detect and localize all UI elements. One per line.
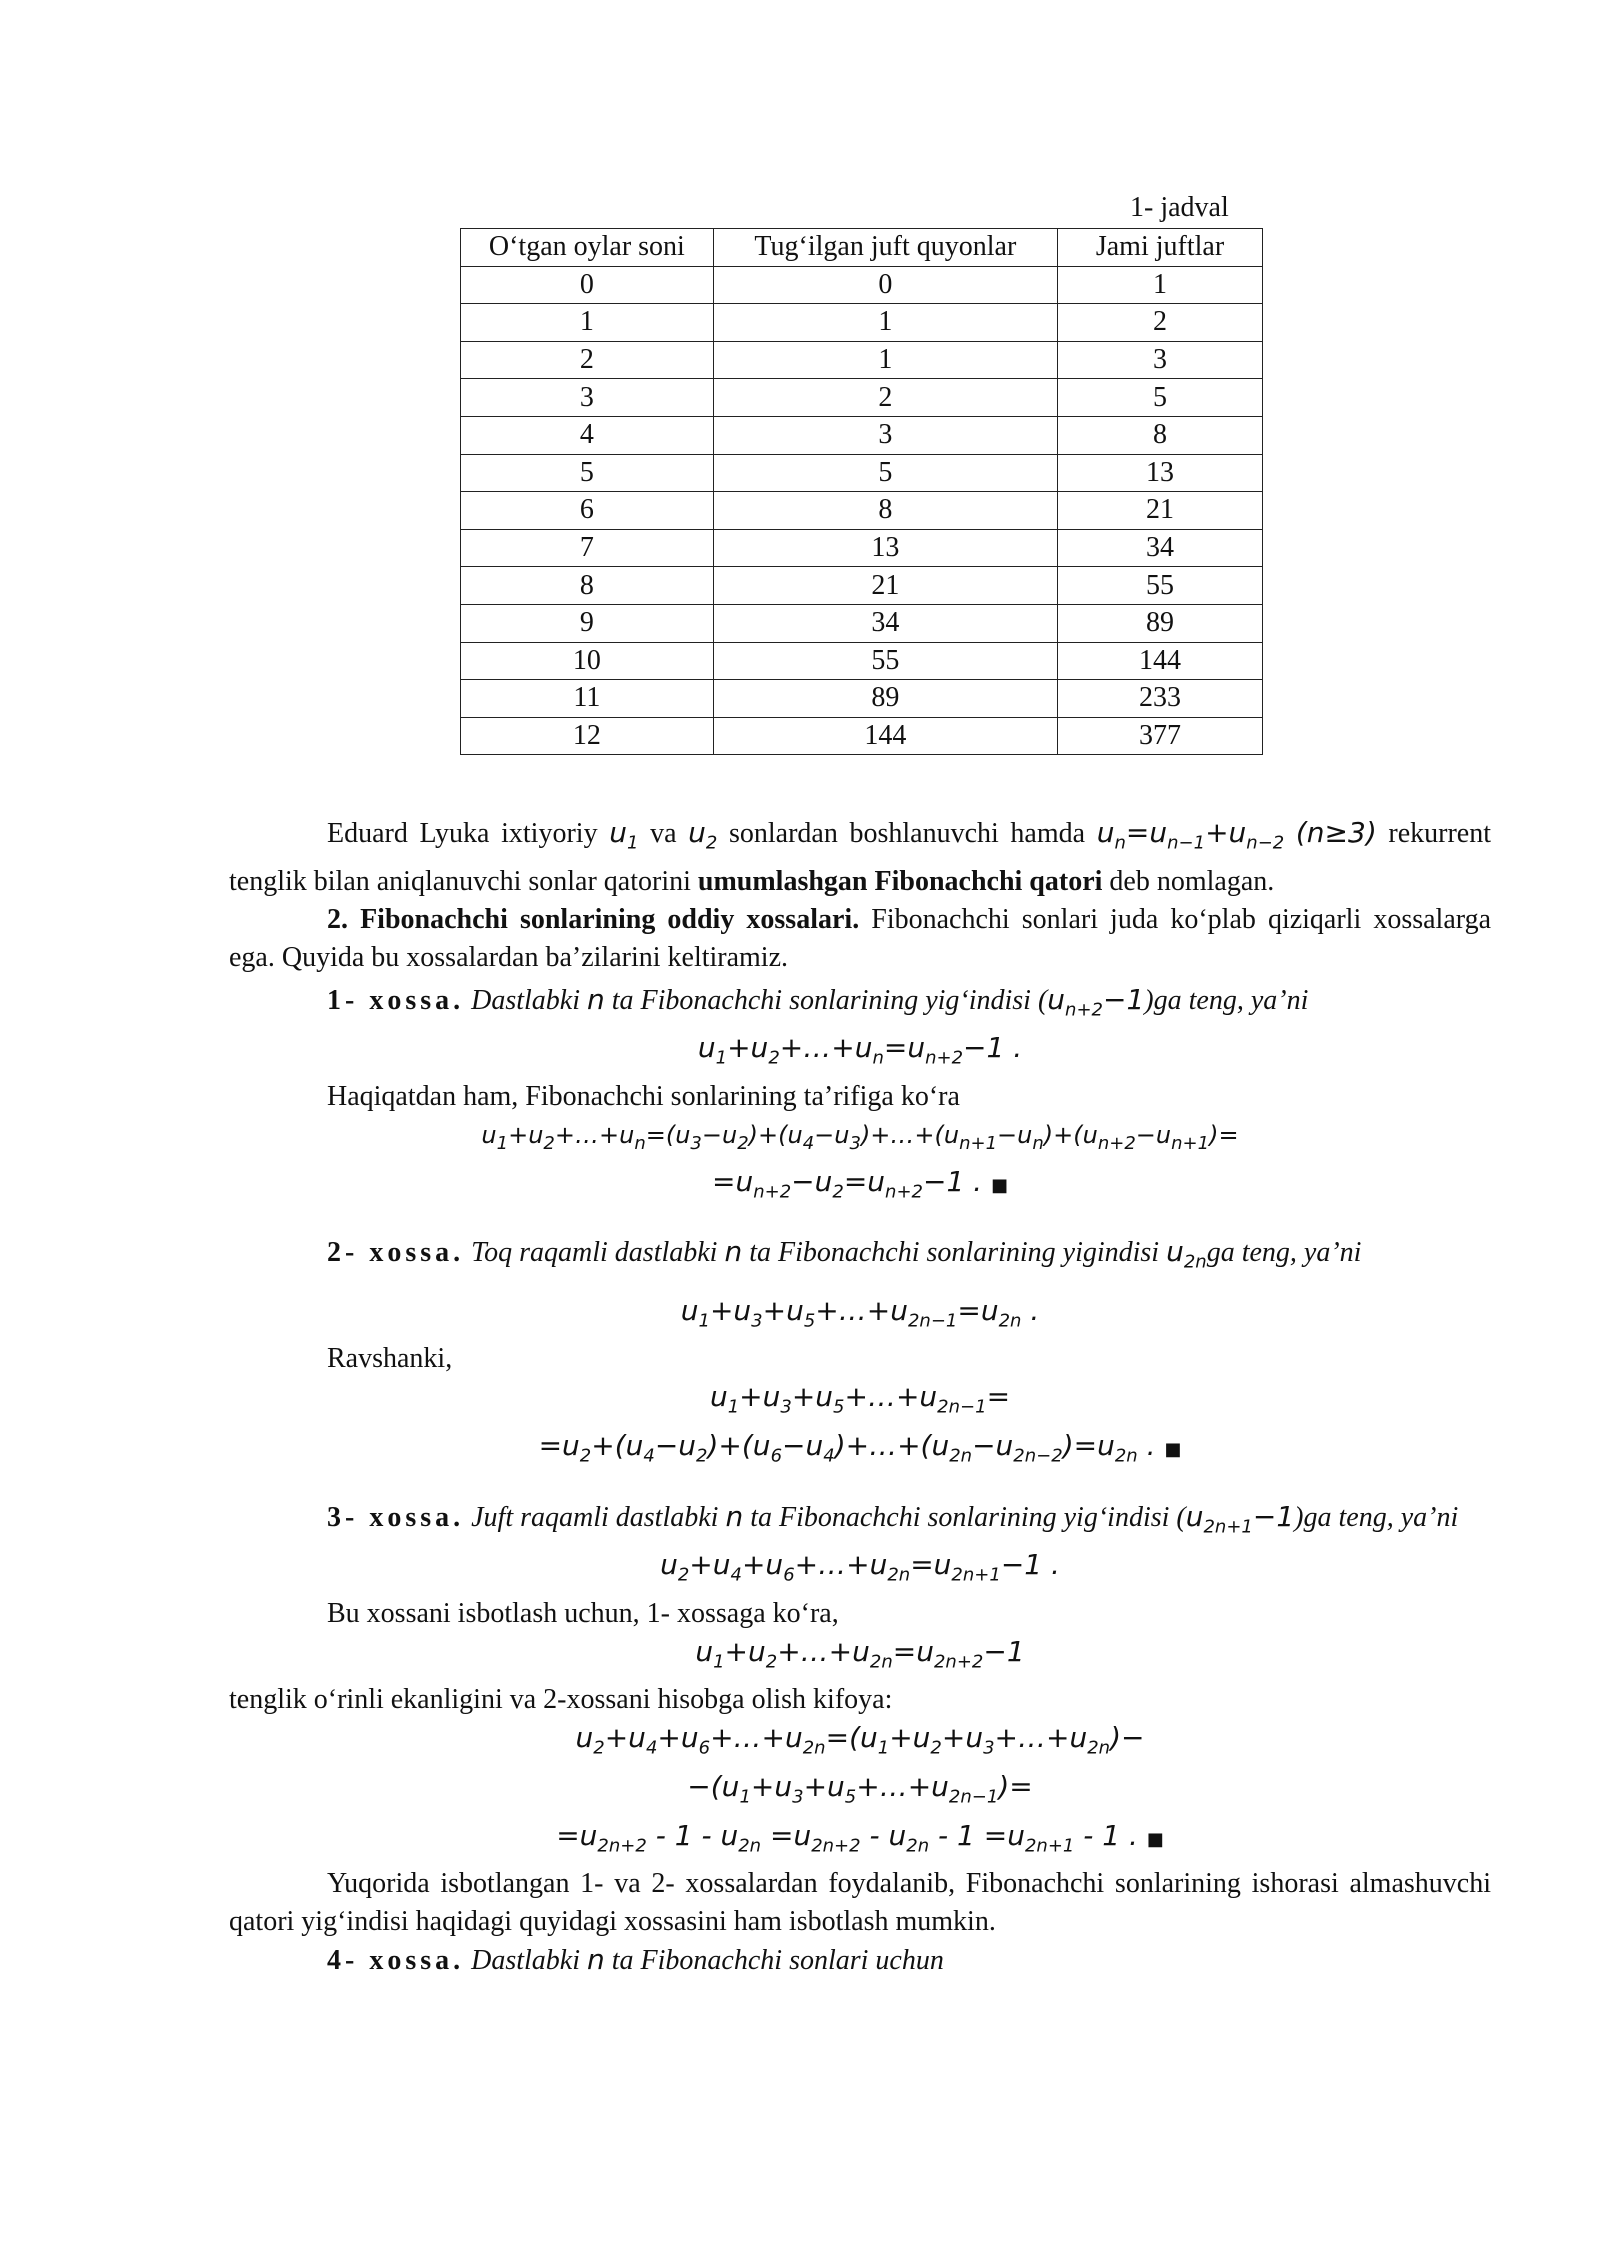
table-cell: 8	[461, 567, 714, 605]
text: ta Fibonachchi sonlarining yigindisi	[749, 1237, 1160, 1269]
table-cell: 1	[461, 304, 714, 342]
table-row	[461, 454, 1263, 492]
formula: $u_1+u_3+u_5+\dots+u_{2n-1}=u_{2n}$ .	[680, 1293, 1040, 1332]
table-cell: 9	[461, 604, 714, 642]
paragraph-alternating: Yuqorida isbotlangan 1- va 2- xossalardan foydalanib, Fibonachchi sonlarining ishorasi almashuvchi qatori yig‘indisi haqidagi quyidagi xossasini ham isbotlash mumkin.	[229, 1868, 1491, 1938]
table-row	[461, 604, 1263, 642]
table-row	[461, 416, 1263, 454]
table-cell: 1	[713, 304, 1057, 342]
table-caption: 1- jadval	[1130, 192, 1229, 223]
proof-text: Haqiqatdan ham, Fibonachchi sonlarining ta’rifiga ko‘ra	[327, 1080, 960, 1112]
proof-text: tenglik o‘rinli ekanligini va 2-xossani hisobga olish kifoya:	[229, 1684, 893, 1716]
formula: $u_2+u_4+u_6+\dots+u_{2n}=u_{2n+1}-1$ .	[660, 1548, 1060, 1586]
property-2: 2- xossa. Toq raqamli dastlabki n ta Fibonachchi sonlarining yigindisi $u_{2n}ga$ teng, ya’ni	[327, 1235, 1362, 1273]
fibonacci-table	[460, 228, 1263, 755]
table-cell: 13	[1057, 454, 1262, 492]
table-cell: 34	[713, 604, 1057, 642]
text: )ga teng, ya’ni	[1294, 1501, 1459, 1533]
section-heading-paragraph	[229, 901, 1491, 977]
table-cell: 4	[461, 416, 714, 454]
table-cell: 10	[461, 642, 714, 680]
property-3: 3- xossa. Juft raqamli dastlabki n ta Fibonachchi sonlarining yig‘indisi $(u_{2n+1}-1)ga$ teng, ya’ni	[327, 1499, 1459, 1538]
text: va	[650, 818, 677, 849]
table-row	[461, 266, 1263, 304]
table-cell: 144	[1057, 642, 1262, 680]
column-header: Tug‘ilgan juft quyonlar	[713, 229, 1057, 267]
proof-text: Bu xossani isbotlash uchun, 1- xossaga ko‘ra,	[327, 1597, 839, 1629]
table-cell: 2	[1057, 304, 1262, 342]
text: Dastlabki	[471, 984, 581, 1016]
table-cell: 89	[713, 680, 1057, 718]
bold-term: umumlashgan Fibonachchi qatori	[697, 865, 1103, 897]
table-header-row	[461, 229, 1263, 267]
table-cell: 3	[1057, 341, 1262, 379]
table-cell: 1	[1057, 266, 1262, 304]
table-cell: 8	[713, 492, 1057, 530]
text: Eduard Lyuka ixtiyoriy	[327, 818, 598, 849]
proof-text: Ravshanki,	[327, 1343, 453, 1375]
table-cell: 55	[713, 642, 1057, 680]
formula: $=u_2+(u_4-u_2)+(u_6-u_4)+\dots+(u_{2n}-u_{2n-2})=u_{2n}$ . ■	[538, 1428, 1182, 1467]
table-cell: 5	[713, 454, 1057, 492]
table-cell: 233	[1057, 680, 1262, 718]
table-cell: 34	[1057, 529, 1262, 567]
formula: $u_1+u_2+\dots+u_{2n}=u_{2n+2}-1$	[695, 1634, 1025, 1673]
table-cell: 13	[713, 529, 1057, 567]
table-cell: 11	[461, 680, 714, 718]
table-row	[461, 680, 1263, 718]
formula: $=u_{n+2}-u_2=u_{n+2}-1$ . ■	[711, 1164, 1008, 1203]
table-cell: 2	[713, 379, 1057, 417]
table-cell: 2	[461, 341, 714, 379]
table-cell: 55	[1057, 567, 1262, 605]
text: rekurrent tenglik bilan aniqlanuvchi sonlar qatorini	[229, 818, 1491, 897]
property-label: 2- xossa.	[327, 1237, 465, 1269]
table-cell: 21	[1057, 492, 1262, 530]
table-row	[461, 492, 1263, 530]
property-1: 1- xossa. Dastlabki n ta Fibonachchi sonlarining yig‘indisi $(u_{n+2}-1)ga$ teng, ya’ni	[327, 982, 1309, 1021]
text: sonlardan boshlanuvchi hamda	[728, 818, 1086, 849]
table-cell: 8	[1057, 416, 1262, 454]
formula: $=u_{2n+2} - 1 - u_{2n} =u_{2n+2} - u_{2n} - 1 =u_{2n+1} - 1$ . ■	[556, 1818, 1164, 1857]
table-cell: 5	[461, 454, 714, 492]
text: deb nomlagan.	[1109, 865, 1275, 897]
text: ta Fibonachchi sonlarining yig‘indisi (	[750, 1501, 1186, 1533]
column-header: O‘tgan oylar soni	[461, 229, 714, 267]
property-4: 4- xossa. Dastlabki n ta Fibonachchi sonlari uchun	[327, 1943, 944, 1977]
formula: $-(u_1+u_3+u_5+\dots+u_{2n-1})=$	[687, 1769, 1033, 1808]
table-cell: 0	[713, 266, 1057, 304]
text: Dastlabki	[471, 1945, 581, 1977]
table-cell: 12	[461, 717, 714, 755]
table-row	[461, 304, 1263, 342]
formula: $u_1+u_2+\dots+u_n=u_{n+2}-1$ .	[697, 1031, 1023, 1069]
text: ga teng, ya’ni	[1206, 1237, 1362, 1269]
paragraph-lyuka: Eduard Lyuka ixtiyoriy $u_1$ va $u_2$ sonlardan boshlanuvchi hamda $u_n=u_{n-1}+u_{n-2}$ (n≥3) rekurrent tenglik bilan aniqlanuvchi sonlar qatorini umumlashgan Fibonachchi qatori deb nomlagan.	[229, 816, 1491, 897]
table-cell: 1	[713, 341, 1057, 379]
table-body	[461, 266, 1263, 755]
text: Juft raqamli dastlabki	[471, 1501, 719, 1533]
table-row	[461, 341, 1263, 379]
text: ta Fibonachchi sonlari uchun	[611, 1945, 944, 1977]
table-row	[461, 717, 1263, 755]
table-row	[461, 642, 1263, 680]
formula: $u_1+u_3+u_5+\dots+u_{2n-1}=$	[709, 1380, 1011, 1418]
table-cell: 5	[1057, 379, 1262, 417]
text: )ga teng, ya’ni	[1144, 984, 1309, 1016]
text: ta Fibonachchi sonlarining yig‘indisi (	[611, 984, 1048, 1016]
table-cell: 6	[461, 492, 714, 530]
property-label: 3- xossa.	[327, 1501, 465, 1533]
table-row	[461, 567, 1263, 605]
table-cell: 3	[713, 416, 1057, 454]
section-heading: 2. Fibonachchi sonlarining oddiy xossalari.	[327, 903, 860, 935]
table-row	[461, 379, 1263, 417]
table-cell: 89	[1057, 604, 1262, 642]
body-text	[229, 814, 1491, 1980]
table-cell: 7	[461, 529, 714, 567]
table-cell: 144	[713, 717, 1057, 755]
table-row	[461, 529, 1263, 567]
formula: $u_1+u_2+\dots+u_n=(u_3-u_2)+(u_4-u_3)+\dots+(u_{n+1}-u_n)+(u_{n+2}-u_{n+1})=$	[481, 1120, 1239, 1154]
text: Toq raqamli dastlabki	[471, 1237, 718, 1269]
text: Fibonachchi sonlari juda ko‘plab qiziqarli xossalarga ega. Quyida bu xossalardan ba’zilarini keltiramiz.	[229, 903, 1491, 973]
formula: $u_2+u_4+u_6+\dots+u_{2n}=(u_1+u_2+u_3+\dots+u_{2n})-$	[575, 1721, 1145, 1759]
table-cell: 3	[461, 379, 714, 417]
property-label: 1- xossa.	[327, 984, 465, 1016]
table-cell: 377	[1057, 717, 1262, 755]
column-header: Jami juftlar	[1057, 229, 1262, 267]
table-cell: 0	[461, 266, 714, 304]
table-cell: 21	[713, 567, 1057, 605]
property-label: 4- xossa.	[327, 1945, 465, 1977]
